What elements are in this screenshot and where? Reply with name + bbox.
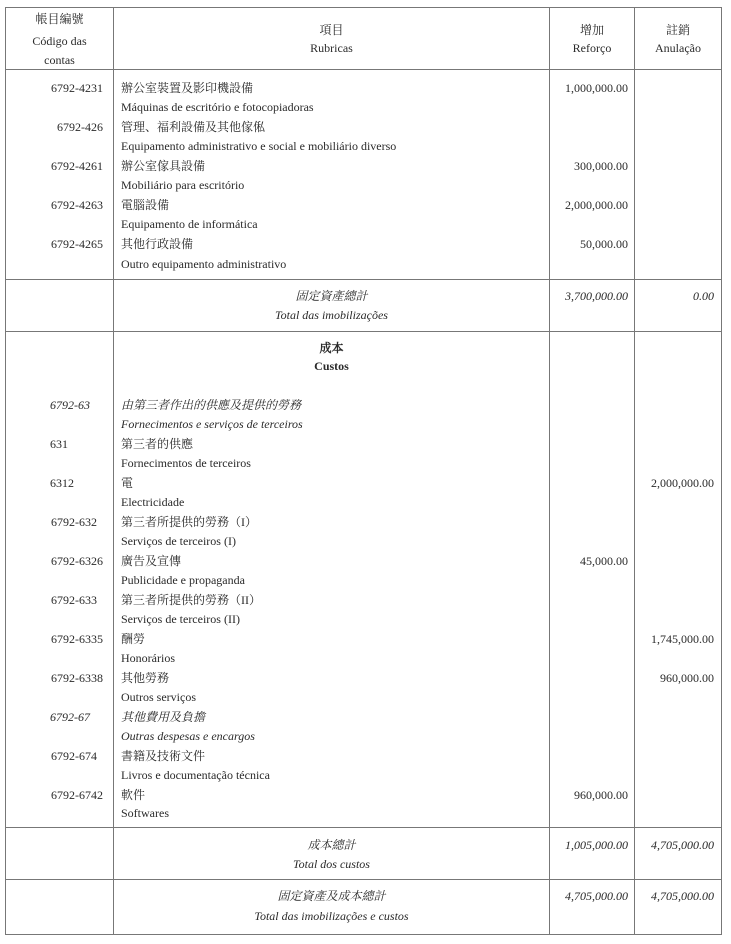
total-cancel: 0.00 [693,289,714,303]
total1-divider [5,331,722,332]
row-label-pt: Outro equipamento administrativo [121,257,287,271]
row-label-pt: Fornecimentos de terceiros [121,456,251,470]
row-code: 6792-426 [57,120,103,134]
row-label-pt: Equipamento administrativo e social e mobiliário diverso [121,139,397,153]
row-label-zh: 軟件 [121,788,146,802]
section-heading-zh: 成本 [319,341,344,355]
row-label-zh: 廣告及宣傳 [121,554,182,568]
total-label-pt: Total dos custos [293,857,370,871]
total-increase: 1,005,000.00 [565,838,628,852]
header-cancel-zh: 註銷 [665,23,690,37]
row-code: 6792-63 [50,398,90,412]
row-label-pt: Mobiliário para escritório [121,178,245,192]
row-label-zh: 其他勞務 [121,671,170,685]
header-cancel-pt: Anulação [655,41,701,55]
row-label-pt: Softwares [121,806,169,820]
row-label-pt: Serviços de terceiros (I) [121,534,236,548]
total-label-zh: 固定資產及成本總計 [277,889,386,903]
row-label-zh: 酬勞 [121,632,146,646]
row-label-pt: Fornecimentos e serviços de terceiros [121,417,303,431]
total-cancel: 4,705,000.00 [651,889,714,903]
row-label-pt: Serviços de terceiros (II) [121,612,240,626]
total-label-zh: 固定資產總計 [295,289,368,303]
header-code-pt-line1: Código das [32,34,87,48]
column-divider-code [113,7,114,935]
row-label-zh: 辦公室傢具設備 [121,159,206,173]
row-label-zh: 其他行政設備 [121,237,194,251]
row-increase: 300,000.00 [574,159,628,173]
total-increase: 3,700,000.00 [565,289,628,303]
row-label-zh: 書籍及技術文件 [121,749,206,763]
row-label-zh: 管理、福利設備及其他傢俬 [121,120,266,134]
row-label-pt: Livros e documentação técnica [121,768,270,782]
total-label-pt: Total das imobilizações e custos [254,909,409,923]
row-increase: 50,000.00 [580,237,628,251]
row-increase: 45,000.00 [580,554,628,568]
row-label-pt: Equipamento de informática [121,217,258,231]
table-top-border [5,7,722,8]
row-code: 6792-633 [51,593,97,607]
row-code: 6792-6742 [51,788,103,802]
total-increase: 4,705,000.00 [565,889,628,903]
header-code-zh: 帳目編號 [35,12,84,26]
column-divider-increase [634,7,635,935]
row-label-pt: Honorários [121,651,175,665]
row-code: 6792-4265 [51,237,103,251]
row-label-zh: 第三者的供應 [121,437,194,451]
header-item-zh: 項目 [319,23,344,37]
row-label-zh: 其他費用及負擔 [121,710,206,724]
header-item-pt: Rubricas [310,41,353,55]
row-increase: 960,000.00 [574,788,628,802]
row-label-pt: Máquinas de escritório e fotocopiadoras [121,100,314,114]
row-code: 6792-67 [50,710,90,724]
table-right-border [721,7,722,935]
total-label-pt: Total das imobilizações [275,308,388,322]
row-label-zh: 第三者所提供的勞務（II） [121,593,261,607]
row-cancel: 1,745,000.00 [651,632,714,646]
row-code: 6792-4263 [51,198,103,212]
header-increase-zh: 增加 [579,23,604,37]
row-code: 6792-632 [51,515,97,529]
row-label-pt: Outras despesas e encargos [121,729,255,743]
row-code: 6792-674 [51,749,97,763]
row-label-zh: 電腦設備 [121,198,170,212]
table-bottom-border [5,934,722,935]
row-label-pt: Outros serviços [121,690,196,704]
row-cancel: 960,000.00 [660,671,714,685]
header-increase-pt: Reforço [572,41,612,55]
row-cancel: 2,000,000.00 [651,476,714,490]
row-label-zh: 辦公室裝置及影印機設備 [121,81,254,95]
row-label-pt: Publicidade e propaganda [121,573,245,587]
row-increase: 2,000,000.00 [565,198,628,212]
block2-divider [5,827,722,828]
total-cancel: 4,705,000.00 [651,838,714,852]
row-increase: 1,000,000.00 [565,81,628,95]
row-label-zh: 電 [121,476,134,490]
section-heading-pt: Custos [314,359,349,373]
row-code: 6792-6338 [51,671,103,685]
total2-divider [5,879,722,880]
row-label-zh: 第三者所提供的勞務（I） [121,515,257,529]
row-label-zh: 由第三者作出的供應及提供的勞務 [121,398,302,412]
row-code: 6792-4261 [51,159,103,173]
header-divider [5,69,722,70]
header-code-pt-line2: contas [44,53,75,67]
row-label-pt: Electricidade [121,495,185,509]
row-code: 6792-6335 [51,632,103,646]
row-code: 6312 [50,476,74,490]
row-code: 631 [50,437,68,451]
row-code: 6792-4231 [51,81,103,95]
total-label-zh: 成本總計 [307,838,356,852]
block1-divider [5,279,722,280]
row-code: 6792-6326 [51,554,103,568]
